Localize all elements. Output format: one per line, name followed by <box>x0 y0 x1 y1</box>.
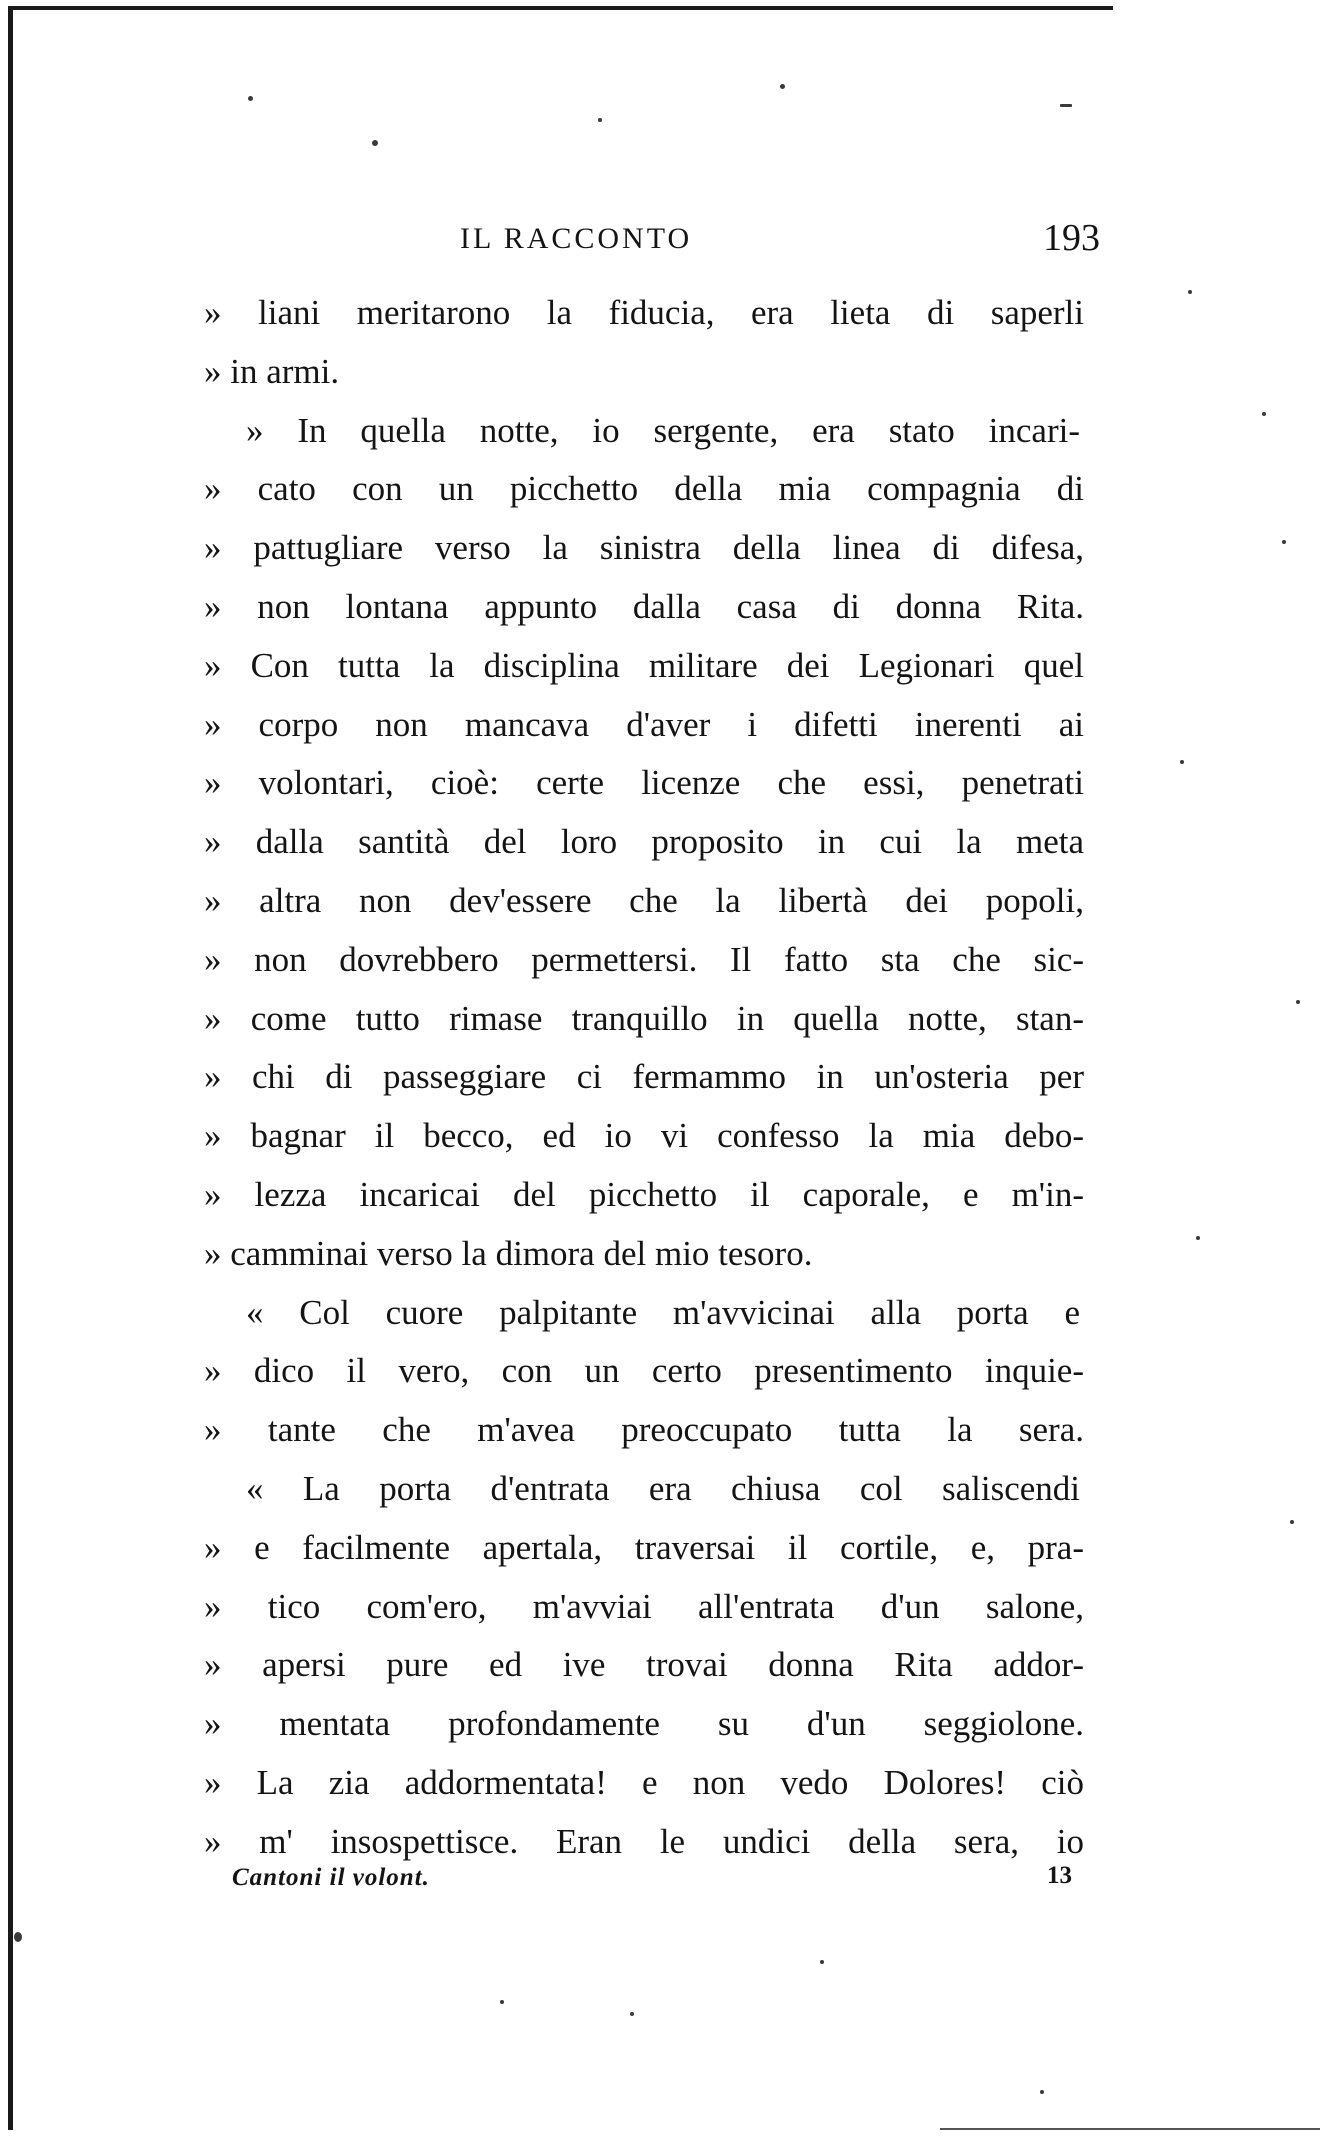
text-line-content: » altra non dev'essere che la libertà dei popoli, <box>204 880 1084 920</box>
page-edge-top <box>8 6 1113 10</box>
text-line-content: » In quella notte, io sergente, era stato incari- <box>246 410 1080 450</box>
text-line-content: » camminai verso la dimora del mio tesoro. <box>204 1233 813 1273</box>
text-line-content: » La zia addormentata! e non vedo Dolores! ciò <box>204 1762 1084 1802</box>
text-line <box>158 813 1102 872</box>
text-line <box>158 519 1102 578</box>
scan-speck <box>1290 1520 1294 1524</box>
scan-speck <box>820 1960 824 1964</box>
text-line-content: » chi di passeggiare ci fermammo in un'osteria per <box>204 1057 1084 1097</box>
text-line-content: » m' insospettisce. Eran le undici della sera, io <box>204 1821 1084 1861</box>
text-line <box>158 872 1102 931</box>
text-line-content: » mentata profondamente su d'un seggiolone. <box>204 1704 1084 1744</box>
text-line <box>158 696 1102 755</box>
page-number: 193 <box>1043 217 1100 259</box>
text-line <box>158 754 1102 813</box>
text-line <box>158 1519 1102 1578</box>
text-line-content: » apersi pure ed ive trovai donna Rita addor- <box>204 1645 1084 1685</box>
scan-speck <box>248 96 253 101</box>
text-line-content: « La porta d'entrata era chiusa col saliscendi <box>246 1468 1080 1508</box>
text-line <box>158 1401 1102 1460</box>
scan-speck <box>372 140 378 146</box>
text-line-content: » non lontana appunto dalla casa di donna Rita. <box>204 586 1084 626</box>
text-line <box>158 284 1102 343</box>
text-line <box>158 1048 1102 1107</box>
signature-mark: 13 <box>1047 1862 1072 1889</box>
text-line-content: » dalla santità del loro proposito in cui la meta <box>204 822 1084 862</box>
scan-speck <box>780 84 785 89</box>
text-line <box>158 1695 1102 1754</box>
text-line <box>158 1342 1102 1401</box>
page-header <box>200 217 1100 262</box>
text-line-content: » e facilmente apertala, traversai il cortile, e, pra- <box>204 1527 1084 1567</box>
text-line <box>158 637 1102 696</box>
text-line <box>158 1636 1102 1695</box>
page-edge-left <box>8 6 13 2130</box>
page-edge-bottom <box>940 2128 1320 2130</box>
text-line-content: « Col cuore palpitante m'avvicinai alla porta e <box>246 1292 1080 1332</box>
scan-speck <box>1296 1000 1300 1004</box>
text-line-content: » pattugliare verso la sinistra della linea di difesa, <box>204 528 1084 568</box>
scan-speck <box>1060 104 1072 107</box>
text-line <box>158 578 1102 637</box>
text-line <box>158 1107 1102 1166</box>
body-text <box>158 284 1102 1872</box>
text-line <box>158 1460 1102 1519</box>
text-line <box>158 460 1102 519</box>
text-line <box>158 990 1102 1049</box>
text-line-content: » volontari, cioè: certe licenze che essi, penetrati <box>204 763 1084 803</box>
text-line <box>158 1813 1102 1872</box>
text-line <box>158 1578 1102 1637</box>
scan-speck <box>500 2000 504 2004</box>
scan-speck <box>1196 1236 1200 1240</box>
text-line <box>158 402 1102 461</box>
scan-speck <box>1040 2090 1044 2094</box>
text-line-content: » Con tutta la disciplina militare dei Legionari quel <box>204 645 1084 685</box>
text-line-content: » in armi. <box>204 351 340 391</box>
text-line <box>158 931 1102 990</box>
text-line-content: » liani meritarono la fiducia, era lieta di saperli <box>204 293 1084 332</box>
text-line <box>158 1754 1102 1813</box>
scan-speck <box>1188 290 1192 294</box>
page-footer <box>232 1864 1072 1904</box>
printer-signature: Cantoni il volont. <box>232 1864 430 1891</box>
text-line-content: » dico il vero, con un certo presentimento inquie- <box>204 1351 1084 1391</box>
scan-speck <box>14 1932 22 1942</box>
text-line <box>158 1225 1102 1284</box>
text-line <box>158 1284 1102 1343</box>
scan-speck <box>1282 540 1286 544</box>
text-line <box>158 343 1102 402</box>
text-line-content: » cato con un picchetto della mia compagnia di <box>204 469 1084 509</box>
text-line-content: » tante che m'avea preoccupato tutta la sera. <box>204 1410 1084 1450</box>
text-line-content: » bagnar il becco, ed io vi confesso la mia debo- <box>204 1116 1084 1156</box>
text-line-content: » come tutto rimase tranquillo in quella notte, stan- <box>204 998 1084 1038</box>
scan-speck <box>1262 412 1266 416</box>
text-line-content: » non dovrebbero permettersi. Il fatto sta che sic- <box>204 939 1084 979</box>
scan-speck <box>630 2012 634 2016</box>
text-line-content: » tico com'ero, m'avviai all'entrata d'un salone, <box>204 1586 1084 1626</box>
text-line <box>158 1166 1102 1225</box>
running-head: IL RACCONTO <box>460 222 693 255</box>
text-line-content: » corpo non mancava d'aver i difetti inerenti ai <box>204 704 1084 744</box>
text-line-content: » lezza incaricai del picchetto il caporale, e m'in- <box>204 1174 1084 1214</box>
scan-speck <box>598 118 602 122</box>
scan-speck <box>1180 760 1184 764</box>
